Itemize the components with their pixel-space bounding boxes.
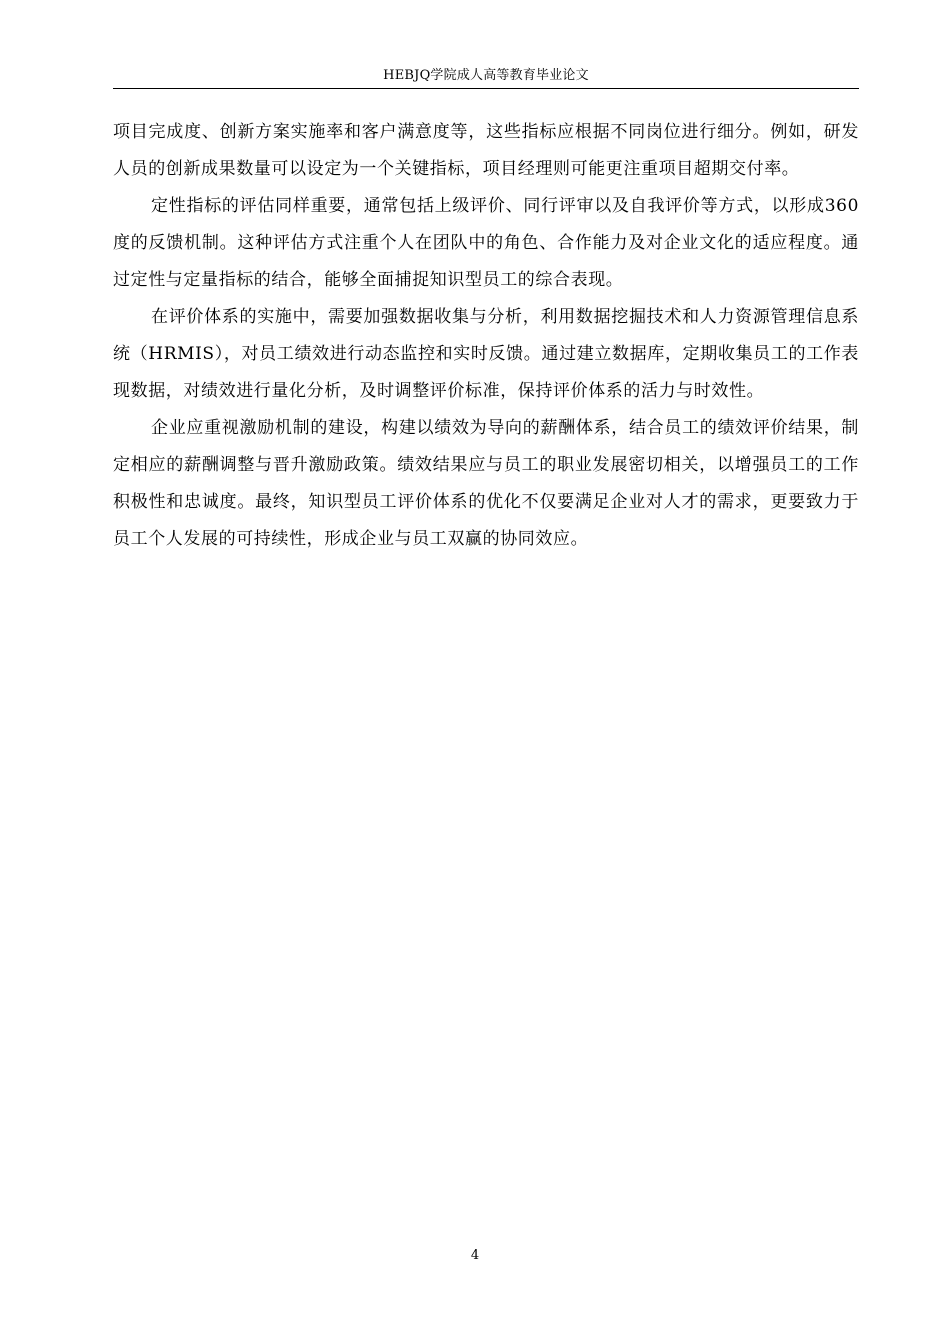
body-text <box>113 114 859 558</box>
paragraph: 企业应重视激励机制的建设，构建以绩效为导向的薪酬体系，结合员工的绩效评价结果，制定相应的薪酬调整与晋升激励政策。绩效结果应与员工的职业发展密切相关，以增强员工的工作积极性和忠诚度。最终，知识型员工评价体系的优化不仅要满足企业对人才的需求，更要致力于员工个人发展的可持续性，形成企业与员工双赢的协同效应。 <box>113 418 859 549</box>
running-header: HEBJQ学院成人高等教育毕业论文 <box>113 66 859 89</box>
paragraph: 定性指标的评估同样重要，通常包括上级评价、同行评审以及自我评价等方式，以形成360度的反馈机制。这种评估方式注重个人在团队中的角色、合作能力及对企业文化的适应程度。通过定性与定量指标的结合，能够全面捕捉知识型员工的综合表现。 <box>113 196 859 290</box>
paragraph-continued: 项目完成度、创新方案实施率和客户满意度等，这些指标应根据不同岗位进行细分。例如，研发人员的创新成果数量可以设定为一个关键指标，项目经理则可能更注重项目超期交付率。 <box>113 122 859 179</box>
page-number: 4 <box>470 1248 480 1263</box>
paragraph: 在评价体系的实施中，需要加强数据收集与分析，利用数据挖掘技术和人力资源管理信息系统（HRMIS），对员工绩效进行动态监控和实时反馈。通过建立数据库，定期收集员工的工作表现数据，对绩效进行量化分析，及时调整评价标准，保持评价体系的活力与时效性。 <box>113 307 859 401</box>
